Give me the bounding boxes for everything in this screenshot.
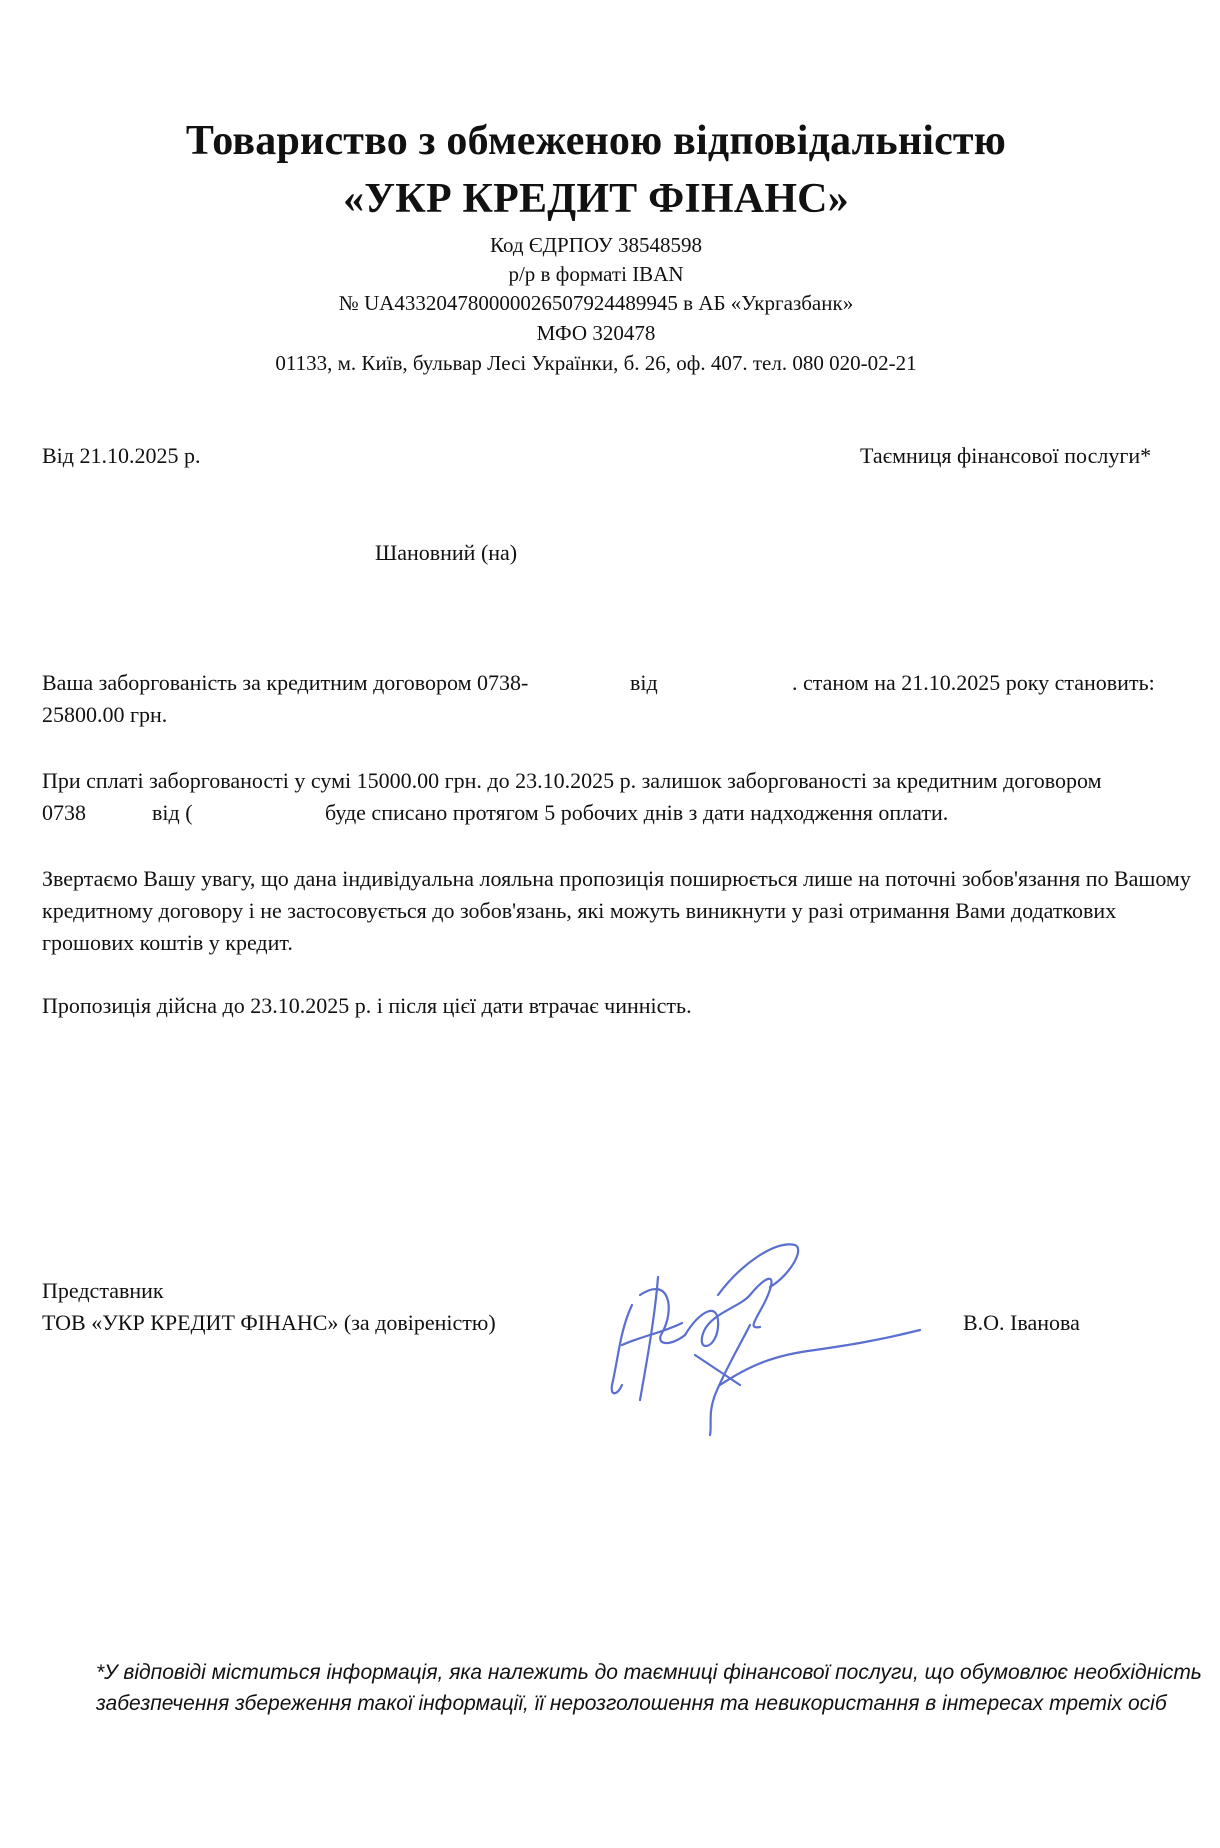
offer-text-line1: При сплаті заборгованості у сумі 15000.00 грн. до 23.10.2025 р. залишок заборгованості за кредитним договором [42,768,1102,793]
company-title-line2: «УКР КРЕДИТ ФІНАНС» [343,176,849,222]
handwritten-signature [600,1235,930,1455]
company-title-line1: Товариство з обмеженою відповідальністю [185,118,1007,164]
offer-contract-from: від ( [152,800,193,825]
offer-contract-number: 0738 [42,800,86,825]
signer-company: ТОВ «УКР КРЕДИТ ФІНАНС» (за довіреністю) [42,1310,496,1335]
greeting: Шановний (на) [375,540,518,565]
validity-paragraph: Пропозиція дійсна до 23.10.2025 р. і після цієї дати втрачає чинність. [42,993,692,1018]
footnote: *У відповіді міститься інформація, яка належить до таємниці фінансової послуги, що обумовлює необхідність забезпечення збереження такої інформації, її нерозголошення та невикористання в інтересах третіх осіб [96,1661,1202,1715]
notice-paragraph: Звертаємо Вашу увагу, що дана індивідуальна лояльна пропозиція поширюється лише на поточні зобов'язання по Вашому кредитному договору і не застосовується до зобов'язань, які можуть виникнути у разі отримання Вами додаткових грошових коштів у кредит. [42,866,1191,955]
letter-date: Від 21.10.2025 р. [42,443,201,468]
iban-number: № UA433204780000026507924489945 в АБ «Укргазбанк» [338,291,854,315]
debt-amount: 25800.00 грн. [42,702,168,727]
mfo-code: МФО 320478 [536,321,656,345]
iban-label: р/р в форматі IBAN [508,262,684,286]
debt-text-from: від [630,670,658,695]
confidentiality-mark: Таємниця фінансової послуги* [860,443,1152,468]
company-address: 01133, м. Київ, бульвар Лесі Українки, б. 26, оф. 407. тел. 080 020-02-21 [275,351,917,375]
debt-text-start: Ваша заборгованість за кредитним договором 0738- [42,670,529,695]
offer-write-off-text: буде списано протягом 5 робочих днів з дати надходження оплати. [325,800,949,825]
debt-text-date: . станом на 21.10.2025 року становить: [792,670,1155,695]
signer-role: Представник [42,1278,164,1303]
signer-name: В.О. Іванова [963,1310,1080,1335]
edrpou-code: Код ЄДРПОУ 38548598 [490,233,702,257]
